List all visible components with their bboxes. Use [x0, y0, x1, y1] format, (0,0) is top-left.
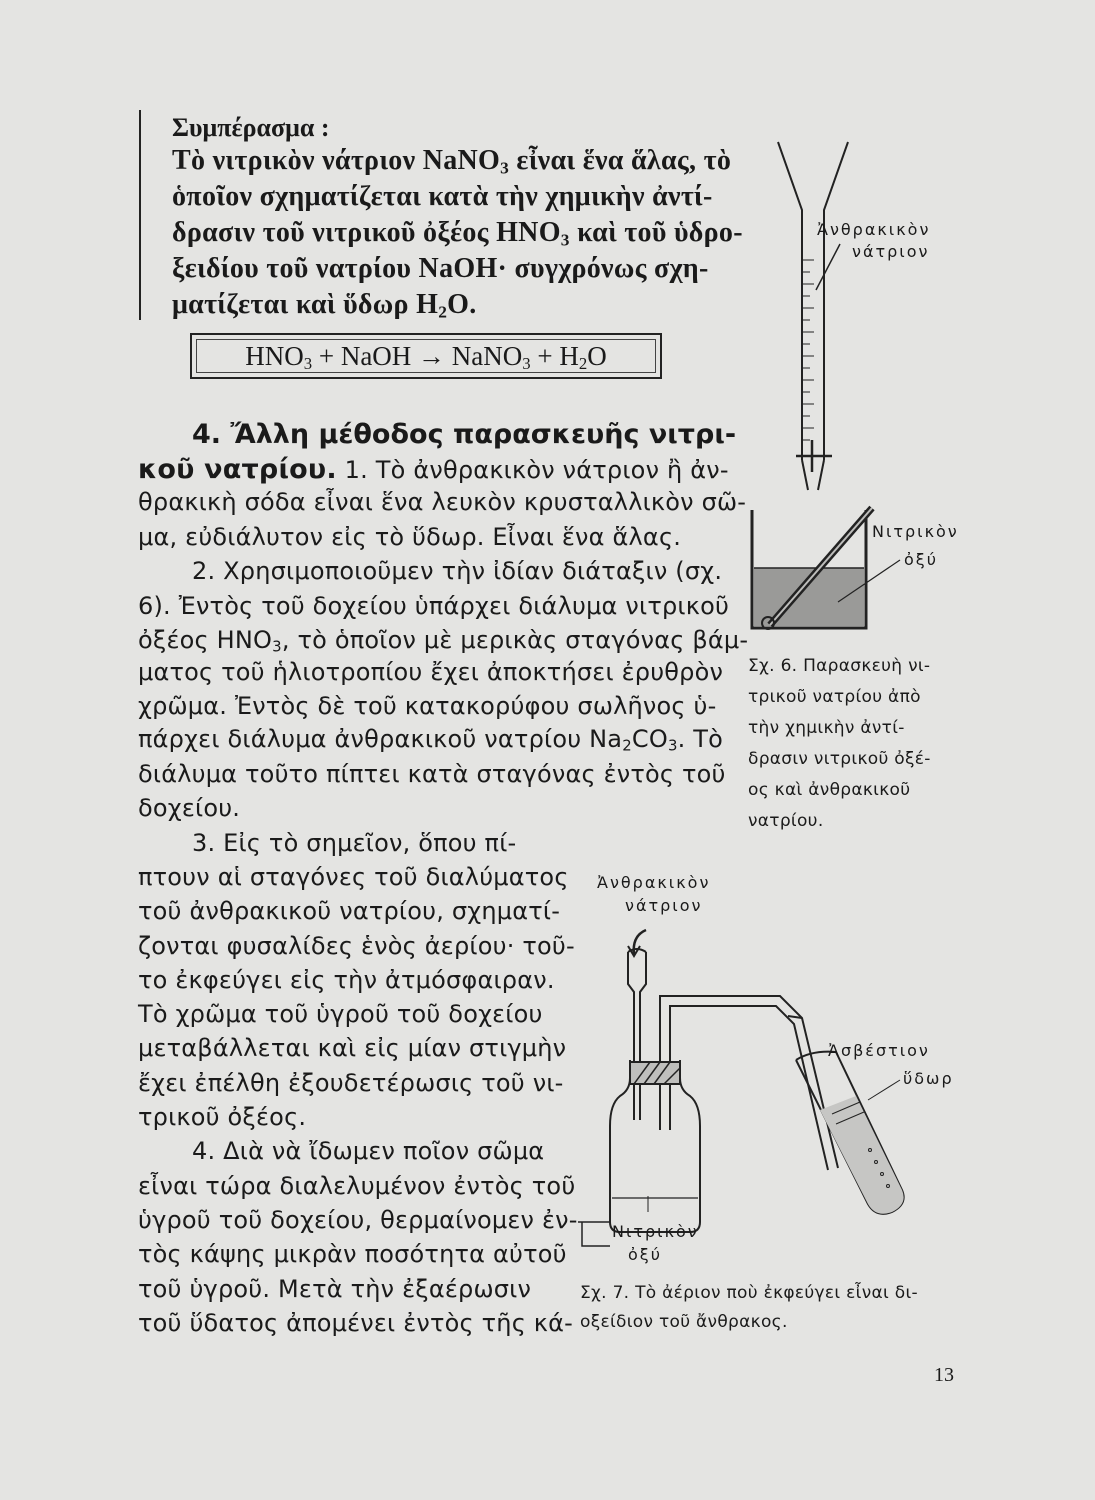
- fig7-caption-line-1: Σχ. 7. Τὸ ἀέριον ποὺ ἐκφεύγει εἶναι δι-: [580, 1283, 918, 1303]
- body-line-lower-2: δοχείου.: [138, 794, 241, 823]
- fig7-caption-line-2: οξείδιον τοῦ ἄνθρακος.: [580, 1312, 788, 1332]
- body-line-lower-14: ὑγροῦ τοῦ δοχείου, θερμαίνομεν ἐν-: [138, 1205, 578, 1234]
- body-line-lower-10: ἔχει ἐπέλθη ἐξουδετέρωσις τοῦ νι-: [138, 1068, 564, 1097]
- body-line-lower-11: τρικοῦ ὀξέος.: [138, 1103, 307, 1131]
- fig6-caption-line-6: νατρίου.: [748, 811, 824, 831]
- body-line-lower-8: Τὸ χρῶμα τοῦ ὑγροῦ τοῦ δοχείου: [138, 1000, 543, 1029]
- body-line-mid-1: ματος τοῦ ἡλιοτροπίου ἔχει ἀποκτήσει ἐρυθρὸν: [138, 658, 724, 686]
- fig7-label-nitric-acid-1: Νιτρικὸν: [612, 1222, 699, 1241]
- body-line-lower-12: 4. Διὰ νὰ ἴδωμεν ποῖον σῶμα: [192, 1137, 545, 1166]
- fig6-caption-line-4: δρασιν νιτρικοῦ ὀξέ-: [748, 749, 931, 769]
- body-line-lower-16: τοῦ ὑγροῦ. Μετὰ τὴν ἐξαέρωσιν: [138, 1274, 532, 1303]
- page-number: 13: [934, 1364, 954, 1386]
- fig6-caption-line-3: τὴν χημικὴν ἀντί-: [748, 718, 905, 738]
- section-first-line: κοῦ νατρίου. 1. Τὸ ἀνθρακικὸν νάτριον ἢ ἀν-: [138, 454, 729, 485]
- conclusion-title: Συμπέρασμα :: [172, 113, 330, 142]
- fig7-label-sodium-carbonate-1: Ἀνθρακικὸν: [597, 873, 711, 892]
- conclusion-side-rule: [139, 110, 141, 320]
- body-line-upper-4: 6). Ἐντὸς τοῦ δοχείου ὑπάρχει διάλυμα νιτρικοῦ: [138, 591, 730, 620]
- fig6-label-sodium-carbonate-2: νάτριον: [852, 242, 930, 261]
- fig7-label-nitric-acid-2: ὀξύ: [628, 1245, 662, 1264]
- body-line-lower-4: πτουν αἱ σταγόνες τοῦ διαλύματος: [138, 862, 569, 891]
- fig7-label-sodium-carbonate-2: νάτριον: [625, 896, 703, 915]
- conclusion-line-3: δρασιν τοῦ νιτρικοῦ ὀξέος $HNO_3$ καὶ τοῦ ὑδρο-: [172, 217, 743, 250]
- figure-7-apparatus: [570, 900, 950, 1260]
- equation-box: $HNO_3$ + NaOH → NaNO$_3$ + $H_2O$: [190, 333, 662, 379]
- body-line-na2co3: πάρχει διάλυμα ἀνθρακικοῦ νατρίου $Na_2CO_3$. Τὸ: [138, 725, 724, 755]
- conclusion-line-5: ματίζεται καὶ ὕδωρ $H_2O$.: [172, 289, 477, 322]
- body-line-lower-6: ζονται φυσαλίδες ἑνὸς ἀερίου· τοῦ-: [138, 931, 575, 960]
- body-line-upper-2: μα, εὐδιάλυτον εἰς τὸ ὕδωρ. Εἶναι ἕνα ἅλας.: [138, 522, 682, 551]
- body-line-upper-3: 2. Χρησιμοποιοῦμεν τὴν ἰδίαν διάταξιν (σχ.: [192, 557, 723, 585]
- body-line-lower-13: εἶναι τώρα διαλελυμένον ἐντὸς τοῦ: [138, 1171, 576, 1200]
- body-line-lower-17: τοῦ ὕδατος ἀπομένει ἐντὸς τῆς κά-: [138, 1308, 574, 1337]
- fig6-caption-line-1: Σχ. 6. Παρασκευὴ νι-: [748, 656, 931, 676]
- conclusion-line-2: ὁποῖον σχηματίζεται κατὰ τὴν χημικὴν ἀντί-: [172, 181, 713, 212]
- body-line-lower-7: το ἐκφεύγει εἰς τὴν ἀτμόσφαιραν.: [138, 965, 555, 994]
- conclusion-line-4: ξειδίου τοῦ νατρίου NaOH· συγχρόνως σχη-: [172, 253, 709, 284]
- fig7-label-limewater-2: ὕδωρ: [903, 1069, 954, 1088]
- fig6-caption-line-2: τρικοῦ νατρίου ἀπὸ: [748, 687, 921, 707]
- body-line-upper-1: θρακικὴ σόδα εἶναι ἕνα λευκὸν κρυσταλλικὸν σῶ-: [138, 488, 747, 516]
- body-line-lower-1: διάλυμα τοῦτο πίπτει κατὰ σταγόνας ἐντὸς τοῦ: [138, 760, 726, 788]
- fig7-label-limewater-1: Ἀσβέστιον: [828, 1041, 930, 1060]
- fig6-caption-line-5: ος καὶ ἀνθρακικοῦ: [748, 780, 911, 800]
- fig6-label-nitric-acid-1: Νιτρικὸν: [872, 522, 959, 541]
- fig6-label-nitric-acid-2: ὀξύ: [904, 550, 938, 569]
- body-line-lower-3: 3. Εἰς τὸ σημεῖον, ὅπου πί-: [192, 828, 517, 857]
- body-line-lower-9: μεταβάλλεται καὶ εἰς μίαν στιγμὴν: [138, 1034, 567, 1063]
- body-line-hno3: ὀξέος $HNO_3$, τὸ ὁποῖον μὲ μερικὰς σταγόνας βάμ-: [138, 626, 749, 656]
- conclusion-line-1: Τὸ νιτρικὸν νάτριον NaNO$_3$ εἶναι ἕνα ἅλας, τὸ: [172, 145, 732, 178]
- body-line-lower-5: τοῦ ἀνθρακικοῦ νατρίου, σχηματί-: [138, 897, 561, 926]
- body-line-mid-2: χρῶμα. Ἐντὸς δὲ τοῦ κατακορύφου σωλῆνος ὑ-: [138, 692, 717, 720]
- fig6-label-sodium-carbonate-1: Ἀνθρακικὸν: [817, 220, 931, 239]
- section-title: 4. Ἄλλη μέθοδος παρασκευῆς νιτρι-: [192, 419, 737, 450]
- body-line-lower-15: τὸς κάψης μικρὰν ποσότητα αὐτοῦ: [138, 1240, 567, 1269]
